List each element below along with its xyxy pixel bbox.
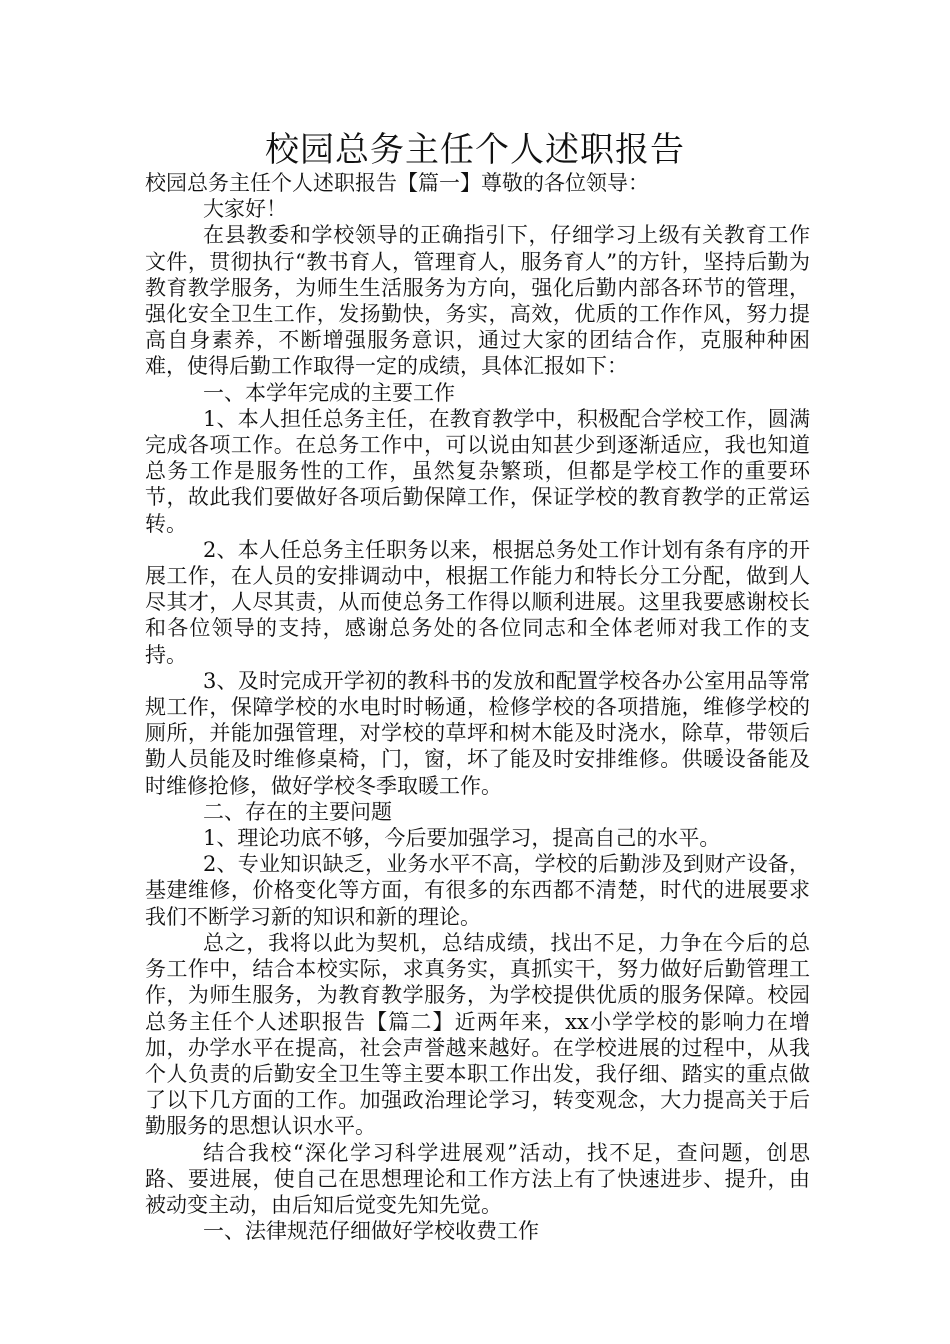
paragraph-item-1: 1、本人担任总务主任，在教育教学中，积极配合学校工作，圆满完成各项工作。在总务工作中，可以说由知甚少到逐渐适应，我也知道总务工作是服务性的工作，虽然复杂繁琐，但都是学校工作的重要环节，故此我们要做好各项后勤保障工作，保证学校的教育教学的正常运转。 bbox=[145, 406, 810, 536]
paragraph-problem-2: 2、专业知识缺乏，业务水平不高，学校的后勤涉及到财产设备，基建维修，价格变化等方面，有很多的东西都不清楚，时代的进展要求我们不断学习新的知识和新的理论。 bbox=[145, 852, 810, 929]
paragraph-intro: 在县教委和学校领导的正确指引下，仔细学习上级有关教育工作文件，贯彻执行“教书育人，管理育人，服务育人”的方针，坚持后勤为教育教学服务，为师生生活服务为方向，强化后勤内部各环节的管理，强化安全卫生工作，发扬勤快，务实，高效，优质的工作作风，努力提高自身素养，不断增强服务意识，通过大家的团结合作，克服种种困难，使得后勤工作取得一定的成绩，具体汇报如下： bbox=[145, 223, 810, 379]
paragraph-problem-1: 1、理论功底不够，今后要加强学习，提高自己的水平。 bbox=[203, 826, 721, 851]
paragraph-summary: 总之，我将以此为契机，总结成绩，找出不足，力争在今后的总务工作中，结合本校实际，求真务实，真抓实干，努力做好后勤管理工作，为师生服务，为教育教学服务，为学校提供优质的服务保障。校园总务主任个人述职报告【篇二】近两年来，xx小学学校的影响力在增加，办学水平在提高，社会声誉越来越好。在学校进展的过程中，从我个人负责的后勤安全卫生等主要本职工作出发，我仔细、踏实的重点做了以下几方面的工作。加强政治理论学习，转变观念，大力提高关于后勤服务的思想认识水平。 bbox=[145, 930, 810, 1139]
section-heading-3: 一、法律规范仔细做好学校收费工作 bbox=[203, 1219, 539, 1244]
section-heading-2: 二、存在的主要问题 bbox=[203, 799, 392, 824]
paragraph-activity: 结合我校“深化学习科学进展观”活动，找不足，查问题，创思路、要进展，使自己在思想理论和工作方法上有了快速进步、提升，由被动变主动，由后知后觉变先知先觉。 bbox=[145, 1140, 810, 1217]
paragraph-item-2: 2、本人任总务主任职务以来，根据总务处工作计划有条有序的开展工作，在人员的安排调动中，根据工作能力和特长分工分配，做到人尽其才，人尽其责，从而使总务工作得以顺利进展。这里我要感谢校长和各位领导的支持，感谢总务处的各位同志和全体老师对我工作的支持。 bbox=[145, 537, 810, 667]
document-body bbox=[145, 170, 810, 1244]
document-title: 校园总务主任个人述职报告 bbox=[265, 130, 685, 170]
paragraph-item-3: 3、及时完成开学初的教科书的发放和配置学校各办公室用品等常规工作，保障学校的水电时时畅通，检修学校的各项措施，维修学校的厕所，并能加强管理，对学校的草坪和树木能及时浇水，除草，带领后勤人员能及时维修桌椅，门，窗，坏了能及时安排维修。供暖设备能及时维修抢修，做好学校冬季取暖工作。 bbox=[145, 668, 810, 798]
paragraph-greeting: 大家好！ bbox=[203, 197, 287, 222]
section-heading-1: 一、本学年完成的主要工作 bbox=[203, 380, 455, 405]
paragraph-opening: 校园总务主任个人述职报告【篇一】尊敬的各位领导： bbox=[145, 171, 649, 195]
